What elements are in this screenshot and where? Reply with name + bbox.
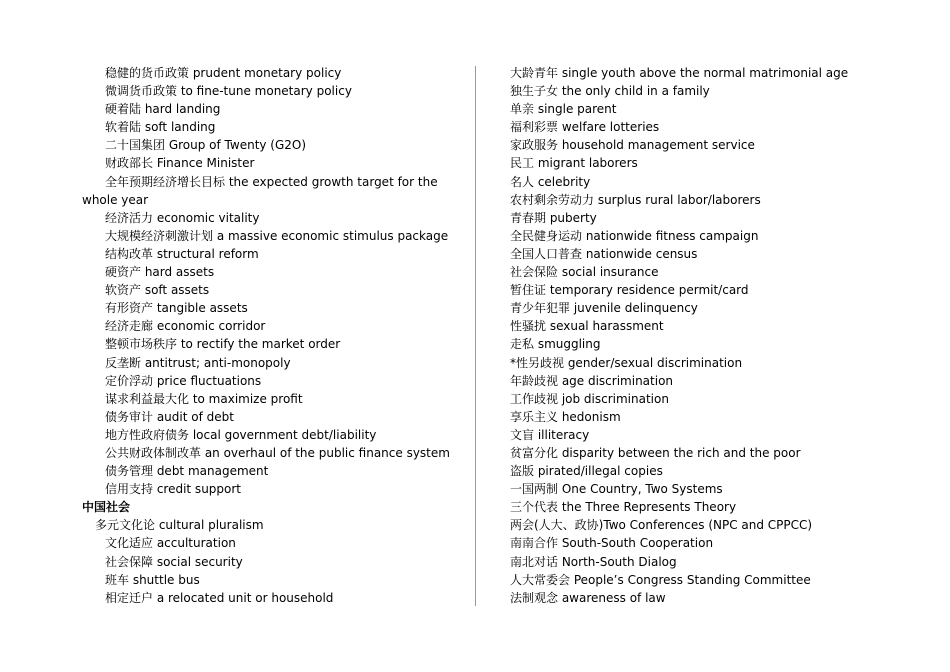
glossary-entry: 社会保险 social insurance xyxy=(510,265,659,280)
glossary-entry: 两会(人大、政协)Two Conferences (NPC and CPPCC) xyxy=(510,518,813,533)
glossary-entry: 大规模经济刺激计划 a massive economic stimulus package xyxy=(105,228,449,243)
glossary-entry: 名人 celebrity xyxy=(510,174,591,189)
glossary-entry: 整顿市场秩序 to rectify the market order xyxy=(105,337,341,352)
glossary-entry: 财政部长 Finance Minister xyxy=(105,156,255,171)
glossary-entry: 公共财政体制改革 an overhaul of the public finance system xyxy=(105,445,450,460)
glossary-entry: 经济走廊 economic corridor xyxy=(105,319,266,334)
glossary-entry: 三个代表 the Three Represents Theory xyxy=(510,500,737,515)
glossary-entry: 走私 smuggling xyxy=(510,337,601,352)
left-column xyxy=(82,64,467,607)
right-column xyxy=(510,64,930,607)
glossary-entry: 结构改革 structural reform xyxy=(105,246,259,261)
section-heading: 中国社会 xyxy=(82,500,131,515)
glossary-entry: 软资产 soft assets xyxy=(105,283,210,298)
glossary-entry: 暂住证 temporary residence permit/card xyxy=(510,283,749,298)
glossary-entry: 农村剩余劳动力 surplus rural labor/laborers xyxy=(510,192,761,207)
glossary-entry: 文化适应 acculturation xyxy=(105,536,236,551)
glossary-entry: 工作歧视 job discrimination xyxy=(510,391,669,406)
glossary-entry: 多元文化论 cultural pluralism xyxy=(95,518,264,533)
glossary-entry: 班车 shuttle bus xyxy=(105,572,200,587)
glossary-entry: 贫富分化 disparity between the rich and the poor xyxy=(510,445,801,460)
glossary-entry: 独生子女 the only child in a family xyxy=(510,84,710,99)
glossary-entry: 一国两制 One Country, Two Systems xyxy=(510,482,723,497)
glossary-entry: 债务审计 audit of debt xyxy=(105,409,234,424)
glossary-entry: 稳健的货币政策 prudent monetary policy xyxy=(105,66,342,80)
glossary-entry: 享乐主义 hedonism xyxy=(510,409,621,424)
glossary-entry: 青少年犯罪 juvenile delinquency xyxy=(510,301,698,316)
glossary-entry: 微调货币政策 to fine-tune monetary policy xyxy=(105,84,352,99)
glossary-entry: 全国人口普查 nationwide census xyxy=(510,246,698,261)
glossary-entry: 谋求利益最大化 to maximize profit xyxy=(105,391,303,406)
glossary-entry: 硬资产 hard assets xyxy=(105,265,215,280)
glossary-entry: 经济活力 economic vitality xyxy=(105,210,260,225)
glossary-entry: 全民健身运动 nationwide fitness campaign xyxy=(510,228,759,243)
glossary-entry: 相定迁户 a relocated unit or household xyxy=(105,590,334,605)
glossary-entry: *性另歧视 gender/sexual discrimination xyxy=(510,355,743,370)
glossary-entry: 人大常委会 People’s Congress Standing Committee xyxy=(510,572,811,587)
glossary-entry: 社会保障 social security xyxy=(105,554,243,569)
glossary-entry: 性骚扰 sexual harassment xyxy=(510,319,664,334)
glossary-entry: 二十国集团 Group of Twenty (G2O) xyxy=(105,138,307,153)
glossary-entry: 反垄断 antitrust; anti-monopoly xyxy=(105,355,291,370)
glossary-entry: 地方性政府债务 local government debt/liability xyxy=(105,427,377,442)
glossary-entry: 有形资产 tangible assets xyxy=(105,301,248,316)
glossary-entry: 大龄青年 single youth above the normal matrimonial age xyxy=(510,66,849,80)
glossary-entry: 家政服务 household management service xyxy=(510,138,755,153)
glossary-entry: 单亲 single parent xyxy=(510,102,617,117)
glossary-entry: 南北对话 North-South Dialog xyxy=(510,554,677,569)
glossary-entry: 文盲 illiteracy xyxy=(510,427,590,442)
glossary-entry: 全年预期经济增长目标 the expected growth target for the whole year xyxy=(82,174,438,207)
glossary-entry: 信用支持 credit support xyxy=(105,482,242,497)
glossary-entry: 硬着陆 hard landing xyxy=(105,102,221,117)
glossary-entry: 债务管理 debt management xyxy=(105,464,269,479)
glossary-entry: 年龄歧视 age discrimination xyxy=(510,373,674,388)
glossary-entry: 福利彩票 welfare lotteries xyxy=(510,120,660,135)
glossary-entry: 盗版 pirated/illegal copies xyxy=(510,464,663,479)
glossary-entry: 定价浮动 price fluctuations xyxy=(105,373,262,388)
glossary-entry: 软着陆 soft landing xyxy=(105,120,216,135)
glossary-entry: 法制观念 awareness of law xyxy=(510,590,666,605)
glossary-entry: 青春期 puberty xyxy=(510,210,597,225)
glossary-entry: 民工 migrant laborers xyxy=(510,156,638,171)
glossary-entry: 南南合作 South-South Cooperation xyxy=(510,536,714,551)
column-divider xyxy=(475,66,476,606)
